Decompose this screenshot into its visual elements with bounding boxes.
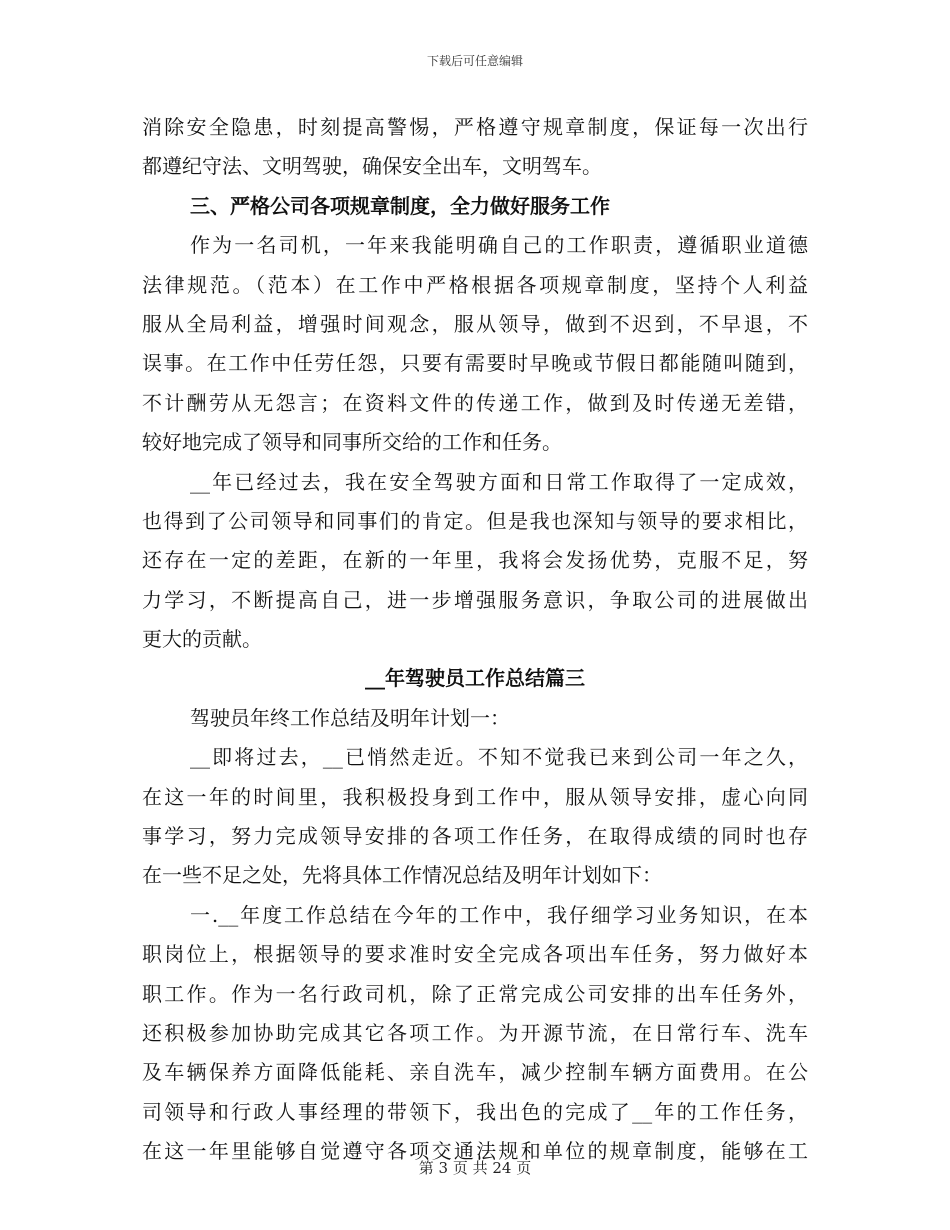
subsection-heading: 三、严格公司各项规章制度，全力做好服务工作 (190, 193, 610, 218)
text-line: 更大的贡献。 (142, 627, 262, 652)
text-line: 也得到了公司领导和同事们的肯定。但是我也深知与领导的要求相比， (142, 508, 808, 533)
page-header-note: 下载后可任意编辑 (426, 54, 523, 68)
text-line: 都遵纪守法、文明驾驶，确保安全出车，文明驾车。 (142, 154, 602, 179)
page-footer: 第 3 页 共 24 页 (418, 1159, 532, 1177)
text-line: 还存在一定的差距，在新的一年里，我将会发扬优势，克服不足，努 (142, 548, 808, 573)
text-line: 驾驶员年终工作总结及明年计划一： (190, 705, 510, 730)
text-line: 及车辆保养方面降低能耗、亲自洗车，减少控制车辆方面费用。在公 (142, 1060, 808, 1085)
text-line: 力学习，不断提高自己，进一步增强服务意识，争取公司的进展做出 (142, 587, 808, 612)
text-line: __年已经过去，我在安全驾驶方面和日常工作取得了一定成效， (190, 469, 808, 494)
text-line: 一.__年度工作总结在今年的工作中，我仔细学习业务知识，在本 (190, 902, 808, 927)
text-line: 服从全局利益，增强时间观念，服从领导，做到不迟到，不早退，不 (142, 311, 808, 336)
text-line: 职岗位上，根据领导的要求准时安全完成各项出车任务，努力做好本 (142, 942, 808, 967)
text-line: 还积极参加协助完成其它各项工作。为开源节流，在日常行车、洗车 (142, 1020, 808, 1045)
text-line: 法律规范。（范本）在工作中严格根据各项规章制度，坚持个人利益 (142, 272, 808, 297)
text-line: __即将过去，__已悄然走近。不知不觉我已来到公司一年之久， (190, 745, 808, 770)
text-line: 司领导和行政人事经理的带领下，我出色的完成了__年的工作任务， (142, 1099, 808, 1124)
text-line: 消除安全隐患，时刻提高警惕，严格遵守规章制度，保证每一次出行 (142, 115, 808, 139)
text-line: 较好地完成了领导和同事所交给的工作和任务。 (142, 430, 562, 455)
text-line: 在这一年的时间里，我积极投身到工作中，服从领导安排，虚心向同 (142, 784, 808, 809)
text-line: 事学习，努力完成领导安排的各项工作任务，在取得成绩的同时也存 (142, 824, 808, 849)
text-line: 职工作。作为一名行政司机，除了正常完成公司安排的出车任务外， (142, 981, 808, 1006)
text-line: 在一些不足之处，先将具体工作情况总结及明年计划如下： (142, 863, 662, 888)
section-heading: __年驾驶员工作总结篇三 (365, 666, 585, 691)
text-line: 不计酬劳从无怨言；在资料文件的传递工作，做到及时传递无差错， (142, 390, 808, 415)
text-line: 在这一年里能够自觉遵守各项交通法规和单位的规章制度，能够在工 (142, 1139, 808, 1164)
text-line: 误事。在工作中任劳任怨，只要有需要时早晚或节假日都能随叫随到， (142, 351, 808, 376)
document-body (142, 108, 808, 1172)
text-line: 作为一名司机，一年来我能明确自己的工作职责，遵循职业道德 (190, 233, 808, 258)
